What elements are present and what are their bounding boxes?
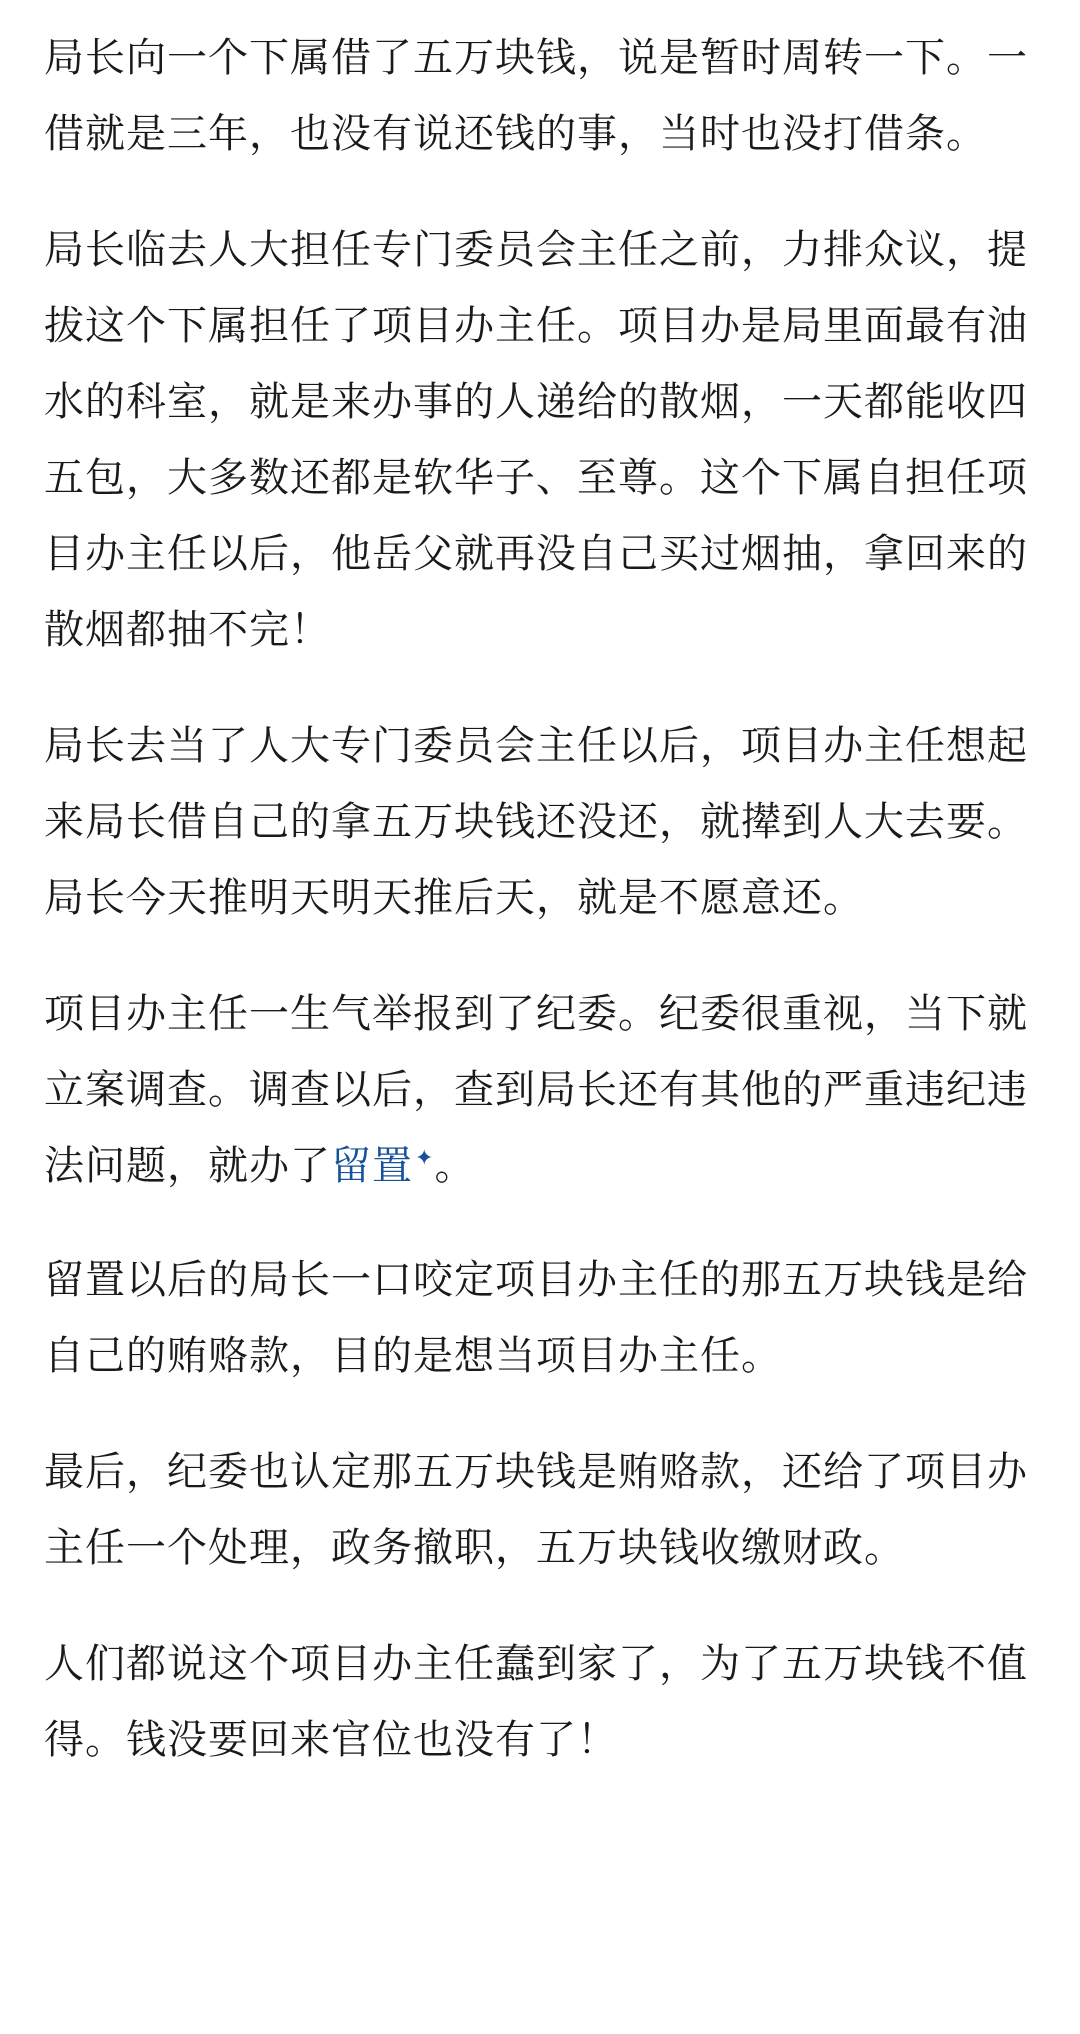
sparkle-icon: ✦ [415, 1145, 435, 1171]
paragraph-3: 局长去当了人大专门委员会主任以后，项目办主任想起来局长借自己的拿五万块钱还没还，就撵到人大去要。局长今天推明天明天推后天，就是不愿意还。 [44, 723, 1028, 921]
article-body [44, 20, 1036, 1818]
paragraph-5: 留置以后的局长一口咬定项目办主任的那五万块钱是给自己的贿赂款，目的是想当项目办主任。 [44, 1257, 1028, 1379]
paragraph-4-text: 项目办主任一生气举报到了纪委。纪委很重视，当下就立案调查。调查以后，查到局长还有其他的严重违纪违法问题，就办了 [44, 991, 1028, 1189]
keyword-link-label: 留置 [331, 1143, 413, 1189]
paragraph-4-end: 。 [434, 1143, 476, 1189]
paragraph-4 [44, 976, 1036, 1204]
paragraph-7: 人们都说这个项目办主任蠢到家了，为了五万块钱不值得。钱没要回来官位也没有了！ [44, 1641, 1028, 1763]
paragraph-6: 最后，纪委也认定那五万块钱是贿赂款，还给了项目办主任一个处理，政务撤职，五万块钱收缴财政。 [44, 1449, 1028, 1571]
keyword-link-liuzhi[interactable] [331, 1143, 434, 1189]
paragraph-1: 局长向一个下属借了五万块钱，说是暂时周转一下。一借就是三年，也没有说还钱的事，当时也没打借条。 [44, 35, 1028, 157]
paragraph-2: 局长临去人大担任专门委员会主任之前，力排众议，提拔这个下属担任了项目办主任。项目办是局里面最有油水的科室，就是来办事的人递给的散烟，一天都能收四五包，大多数还都是软华子、至尊。这个下属自担任项目办主任以后，他岳父就再没自己买过烟抽，拿回来的散烟都抽不完！ [44, 227, 1028, 653]
